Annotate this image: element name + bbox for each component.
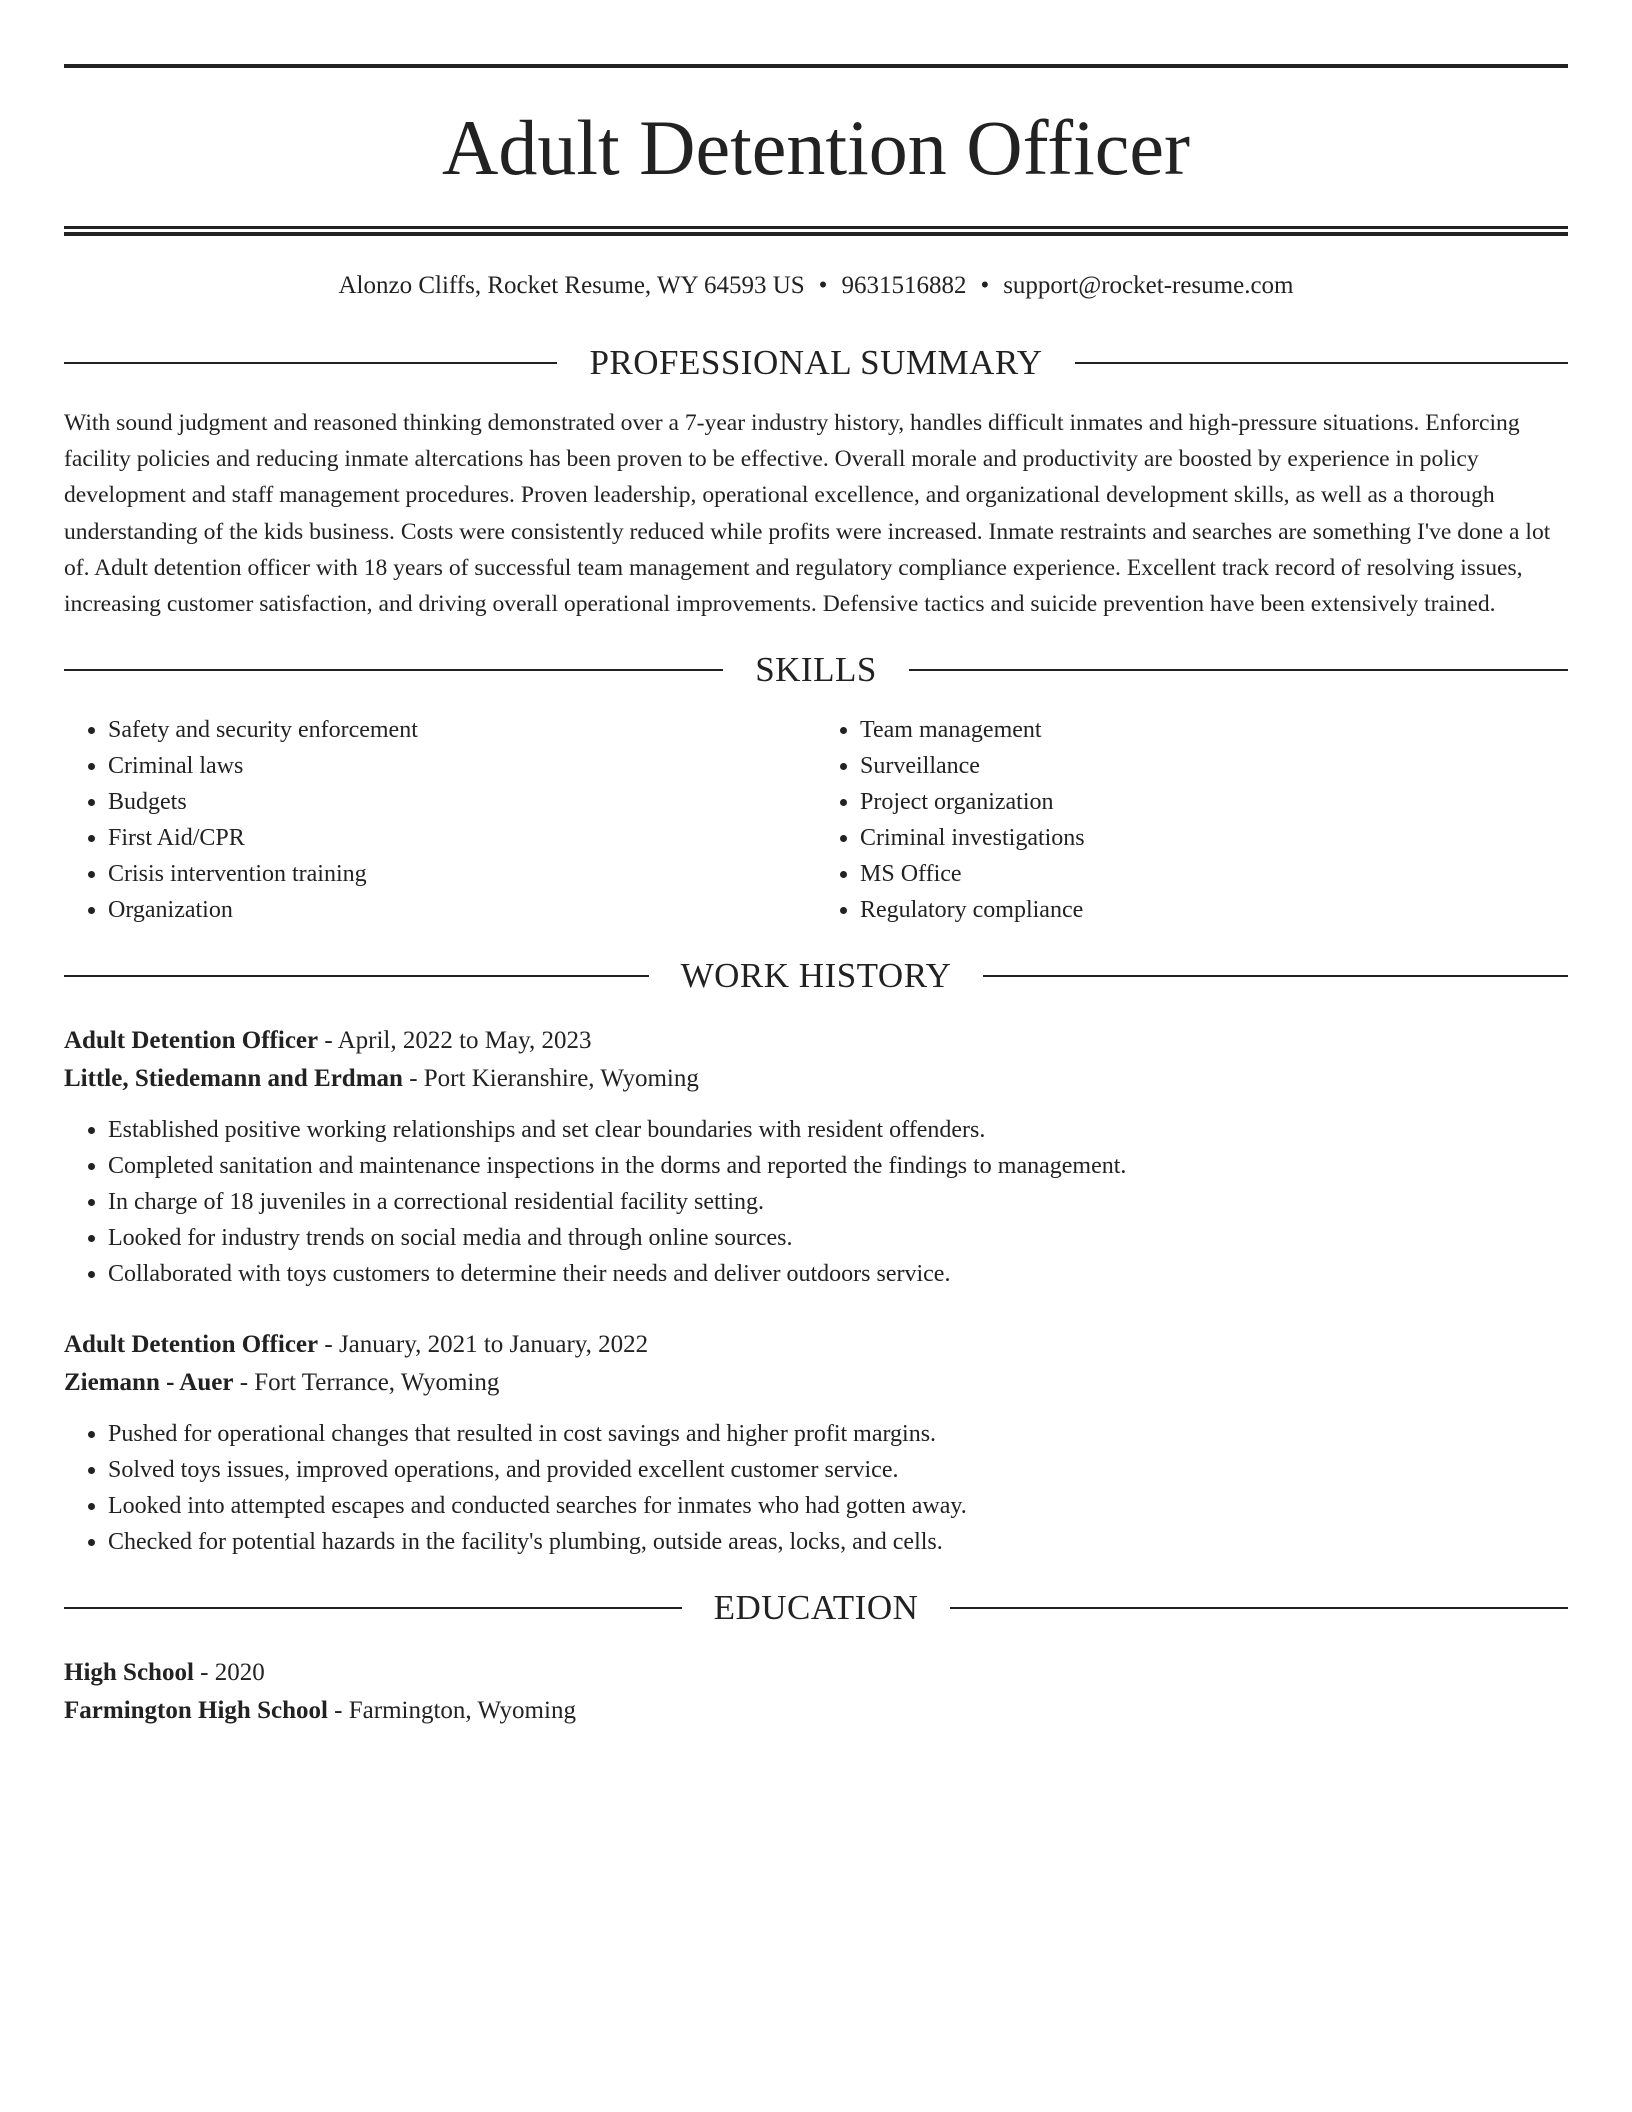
section-rule-left <box>64 669 723 671</box>
skill-item: • Crisis intervention training <box>108 856 816 892</box>
job-dates: - January, 2021 to January, 2022 <box>318 1331 649 1359</box>
job-company: Little, Stiedemann and Erdman <box>64 1065 403 1093</box>
skill-item: • Surveillance <box>860 748 1568 784</box>
section-rule-right <box>983 975 1568 977</box>
skills-list <box>64 712 1568 928</box>
education-entry <box>64 1654 1568 1730</box>
job-bullet: • Completed sanitation and maintenance inspections in the dorms and reported the findings to management. <box>108 1148 1568 1184</box>
education-degree-line <box>64 1654 1568 1692</box>
skill-item: • Regulatory compliance <box>860 892 1568 928</box>
job-bullets <box>64 1416 1568 1560</box>
job-bullet: • Established positive working relationships and set clear boundaries with resident offenders. <box>108 1112 1568 1148</box>
job-title-line <box>64 1022 1568 1060</box>
skills-column-right <box>816 712 1568 928</box>
job-entry <box>64 1326 1568 1560</box>
section-rule-left <box>64 975 649 977</box>
skill-item: • Budgets <box>108 784 816 820</box>
section-header-summary <box>64 341 1568 385</box>
contact-line <box>64 269 1568 303</box>
job-bullet: • Collaborated with toys customers to determine their needs and deliver outdoors service. <box>108 1256 1568 1292</box>
job-bullet: • Checked for potential hazards in the facility's plumbing, outside areas, locks, and cells. <box>108 1524 1568 1560</box>
contact-address: Alonzo Cliffs, Rocket Resume, WY 64593 US <box>338 272 805 299</box>
section-header-education <box>64 1586 1568 1630</box>
resume-title: Adult Detention Officer <box>441 104 1190 191</box>
job-bullet: • Looked into attempted escapes and conducted searches for inmates who had gotten away. <box>108 1488 1568 1524</box>
contact-separator: • <box>980 272 990 299</box>
education-school: Farmington High School <box>64 1697 328 1725</box>
contact-separator: • <box>818 272 828 299</box>
section-rule-left <box>64 1607 682 1609</box>
education-degree: High School <box>64 1659 194 1687</box>
skills-column-left <box>64 712 816 928</box>
section-title-education: EDUCATION <box>713 1588 919 1628</box>
education-year: - 2020 <box>193 1659 265 1687</box>
job-entry <box>64 1022 1568 1292</box>
job-company-line <box>64 1060 1568 1098</box>
skill-item: • Criminal laws <box>108 748 816 784</box>
section-rule-left <box>64 362 557 364</box>
skill-item: • Safety and security enforcement <box>108 712 816 748</box>
skill-item: • MS Office <box>860 856 1568 892</box>
job-bullet: • Pushed for operational changes that resulted in cost savings and higher profit margins. <box>108 1416 1568 1452</box>
section-title-summary: PROFESSIONAL SUMMARY <box>589 343 1043 382</box>
job-title-line <box>64 1326 1568 1364</box>
contact-email: support@rocket-resume.com <box>1003 272 1294 299</box>
skill-item: • Project organization <box>860 784 1568 820</box>
skill-item: • Organization <box>108 892 816 928</box>
section-header-work <box>64 954 1568 998</box>
education-location: - Farmington, Wyoming <box>327 1697 576 1725</box>
section-title-skills: SKILLS <box>755 650 877 690</box>
summary-text: With sound judgment and reasoned thinking demonstrated over a 7-year industry history, handles difficult inmates and high-pressure situations. Enforcing facility policies and reducing inmate altercations has been proven to be effective. Overall morale and productivity are boosted by experience in policy development and staff management procedures. Proven leadership, operational excellence, and organizational development skills, as well as a thorough understanding of the kids business. Costs were consistently reduced while profits were increased. Inmate restraints and searches are something I've done a lot of. Adult detention officer with 18 years of successful team management and regulatory compliance experience. Excellent track record of resolving issues, increasing customer satisfaction, and driving overall operational improvements. Defensive tactics and suicide prevention have been extensively trained. <box>64 410 1551 618</box>
job-company: Ziemann - Auer <box>64 1369 234 1397</box>
section-title-work: WORK HISTORY <box>680 956 952 996</box>
job-bullet: • Looked for industry trends on social media and through online sources. <box>108 1220 1568 1256</box>
section-rule-right <box>950 1607 1568 1609</box>
job-role: Adult Detention Officer <box>64 1027 319 1055</box>
education-school-line <box>64 1692 1568 1730</box>
title-double-rule <box>64 226 1568 236</box>
job-location: - Port Kieranshire, Wyoming <box>402 1065 699 1093</box>
job-location: - Fort Terrance, Wyoming <box>233 1369 500 1397</box>
job-bullet: • Solved toys issues, improved operations, and provided excellent customer service. <box>108 1452 1568 1488</box>
section-rule-right <box>1075 362 1568 364</box>
job-company-line <box>64 1364 1568 1402</box>
job-bullets <box>64 1112 1568 1292</box>
contact-phone: 9631516882 <box>841 272 967 299</box>
skill-item: • Team management <box>860 712 1568 748</box>
job-bullet: • In charge of 18 juveniles in a correctional residential facility setting. <box>108 1184 1568 1220</box>
section-header-skills <box>64 648 1568 692</box>
job-role: Adult Detention Officer <box>64 1331 319 1359</box>
job-dates: - April, 2022 to May, 2023 <box>318 1027 592 1055</box>
skill-item: • First Aid/CPR <box>108 820 816 856</box>
section-rule-right <box>909 669 1568 671</box>
skill-item: • Criminal investigations <box>860 820 1568 856</box>
top-rule <box>64 64 1568 68</box>
